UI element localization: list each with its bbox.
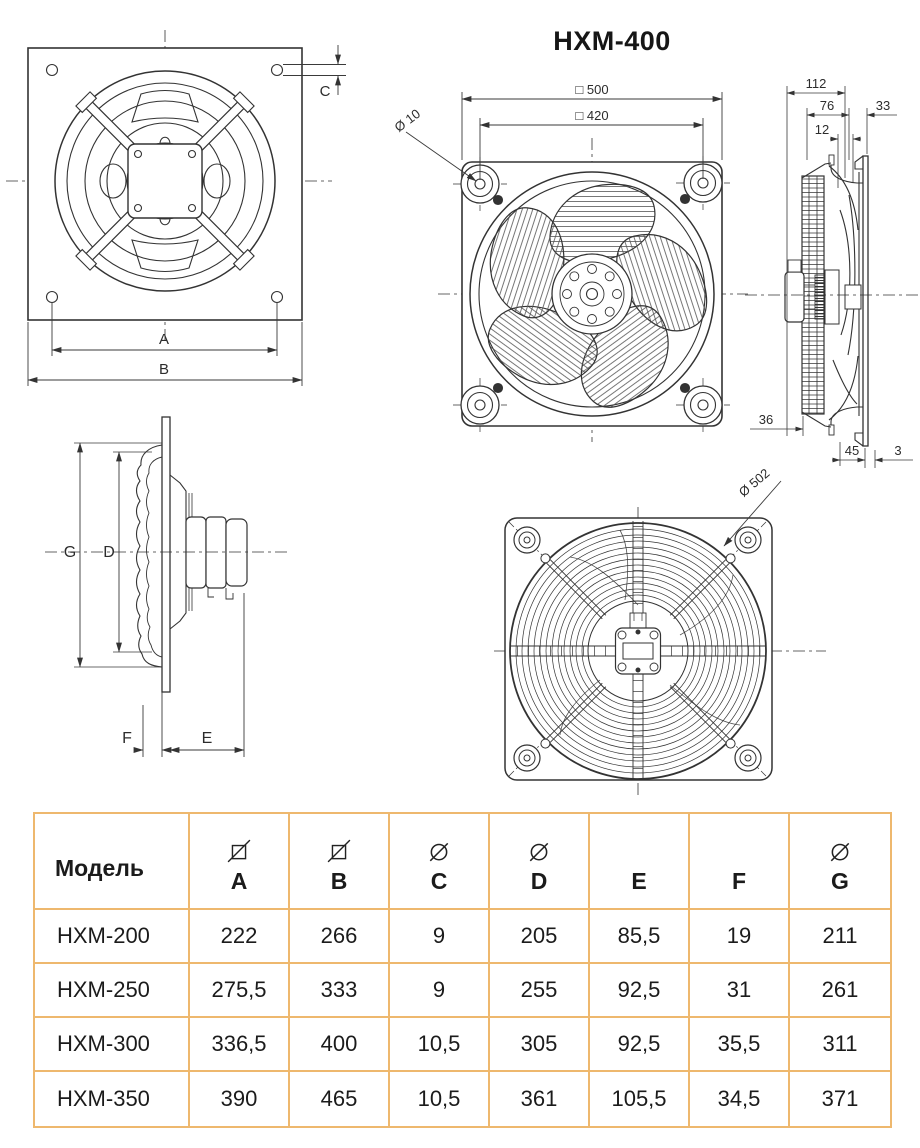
column-letter: A [230,868,248,894]
dim-f-label: F [122,730,132,747]
table-header-d [490,814,590,910]
value-cell: 390 [190,1072,290,1126]
impeller-hub [552,254,632,334]
dim-420-label: □ 420 [575,108,609,123]
value-cell: 10,5 [390,1018,490,1072]
value-cell: 9 [390,910,490,964]
front-view-guard-drawing [0,20,352,390]
dim-12-label: 12 [814,122,830,137]
table-header-e [590,814,690,910]
page-title: HXM-400 [553,26,671,56]
value-cell: 266 [290,910,390,964]
mounting-plate-side [162,417,170,692]
motor-side [186,517,247,599]
front-view-rings-drawing [490,455,830,800]
model-cell: HXM-350 [35,1072,190,1126]
column-letter: D [530,868,548,894]
diameter-icon [527,839,551,863]
guard-profile [137,445,163,667]
diameter-icon [828,839,852,863]
motor-hub [128,144,202,218]
dim-36-label: 36 [758,412,774,427]
front-view-impeller-drawing [380,80,752,448]
side-view-hxm400-drawing [745,60,920,485]
side-view-letters-drawing [40,405,320,780]
model-cell: HXM-200 [35,910,190,964]
table-header-c [390,814,490,910]
value-cell: 19 [690,910,790,964]
model-cell: HXM-250 [35,964,190,1018]
dim-a-label: A [158,331,170,348]
value-cell: 92,5 [590,964,690,1018]
value-cell: 31 [690,964,790,1018]
dim-e-label: E [201,730,213,747]
dim-hole-dia-label: Ø 10 [391,105,424,135]
value-cell: 255 [490,964,590,1018]
table-header-a [190,814,290,910]
value-cell: 371 [821,1086,859,1111]
motor-side [785,272,804,322]
value-cell: 465 [290,1072,390,1126]
model-cell: HXM-300 [35,1018,190,1072]
value-cell: 105,5 [590,1072,690,1126]
value-cell: 35,5 [690,1018,790,1072]
column-letter: G [831,868,849,894]
dim-b-label: B [158,361,170,378]
column-letter: E [631,868,647,894]
model-header-label: Модель [55,855,145,881]
dim-33-label: 33 [875,98,891,113]
dim-76-label: 76 [819,98,835,113]
dim-d-label: D [103,544,115,561]
diameter-icon [427,839,451,863]
dim-500-label: □ 500 [575,82,609,97]
table-header-b [290,814,390,910]
value-cell: 222 [190,910,290,964]
value-cell: 333 [290,964,390,1018]
value-cell: 275,5 [190,964,290,1018]
value-cell: 85,5 [590,910,690,964]
column-letter: B [330,868,348,894]
square-slash-icon [327,839,351,863]
value-cell: 9 [390,964,490,1018]
value-cell: 34,5 [690,1072,790,1126]
column-letter: F [731,868,747,894]
dim-3-label: 3 [894,443,902,458]
value-cell: 92,5 [590,1018,690,1072]
value-cell: 361 [490,1072,590,1126]
value-cell: 311 [790,1018,890,1072]
table-header-model [35,814,190,910]
dimensions-table [33,812,892,1128]
column-letter: C [430,868,448,894]
value-cell: 205 [490,910,590,964]
value-cell: 336,5 [190,1018,290,1072]
table-header-g [790,814,890,910]
value-cell: 400 [290,1018,390,1072]
dim-c-label: C [319,83,331,100]
mounting-plate-side [863,156,868,446]
dim-g-label: G [63,544,77,561]
dim-112-label: 112 [805,76,827,91]
dim-45-label: 45 [844,443,860,458]
dim-502-label: Ø 502 [735,465,773,500]
value-cell: 305 [490,1018,590,1072]
value-cell: 10,5 [390,1072,490,1126]
value-cell: 261 [790,964,890,1018]
square-slash-icon [227,839,251,863]
table-header-f [690,814,790,910]
value-cell: 211 [790,910,890,964]
